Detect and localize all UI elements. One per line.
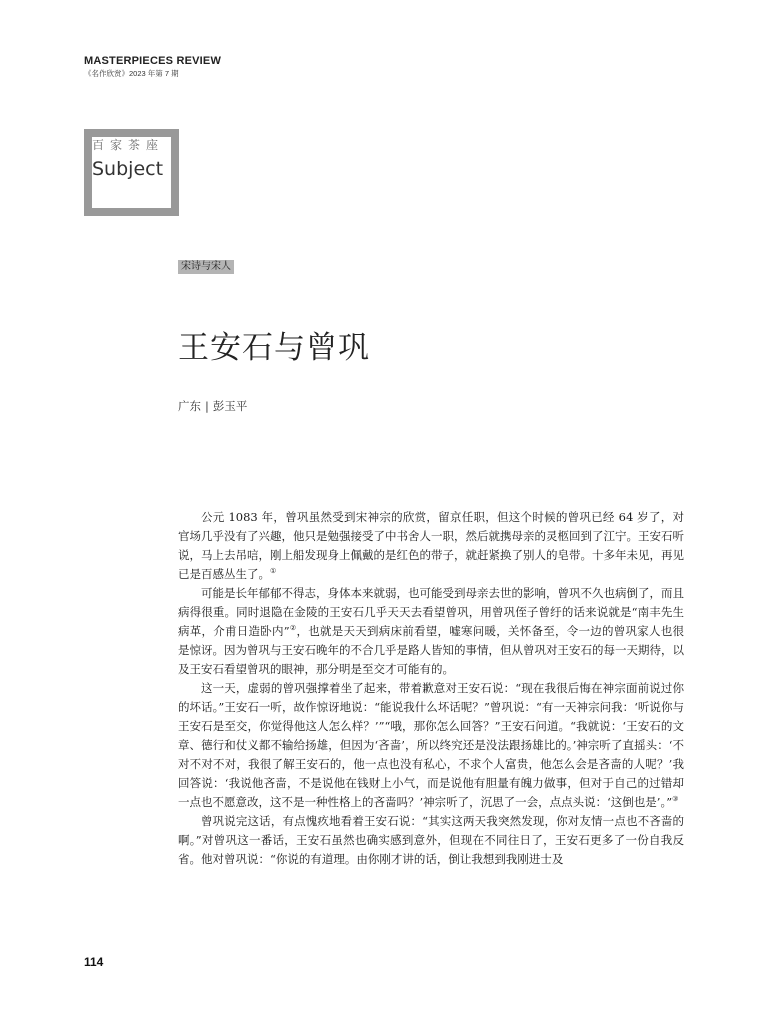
category-tag: 宋诗与宋人 <box>178 260 234 274</box>
paragraph-1 <box>178 508 684 584</box>
footnote-marker: ① <box>270 567 277 576</box>
journal-name: MASTERPIECES REVIEW <box>84 55 222 67</box>
paragraph-text: 曾巩说完这话，有点愧疚地看着王安石说：“其实这两天我突然发现，你对友情一点也不吝啬的啊。”对曾巩这一番话，王安石虽然也确实感到意外，但现在不同往日了，王安石更多了一份自我反省。他对曾巩说：“你说的有道理。由你刚才讲的话，倒让我想到我刚进士及 <box>178 814 684 866</box>
paragraph-3 <box>178 679 684 812</box>
column-name-en: Subject <box>92 158 164 180</box>
byline <box>178 398 247 414</box>
author-name: 彭玉平 <box>212 399 248 413</box>
author-region: 广东 <box>178 399 201 413</box>
article-body <box>178 508 684 869</box>
footnote-marker: ③ <box>672 795 679 804</box>
byline-separator: | <box>205 399 209 413</box>
journal-issue: 《名作欣赏》2023 年第 7 期 <box>84 69 179 78</box>
journal-header <box>84 55 221 79</box>
paragraph-4 <box>178 812 684 869</box>
article-title: 王安石与曾巩 <box>178 330 370 366</box>
paragraph-2 <box>178 584 684 679</box>
paragraph-text: 公元 1083 年，曾巩虽然受到宋神宗的欣赏，留京任职，但这个时候的曾巩已经 64 岁了，对官场几乎没有了兴趣，他只是勉强接受了中书舍人一职，然后就携母亲的灵柩回到了江宁。王安石听说，马上去吊唁，刚上船发现身上佩戴的是红色的带子，就赶紧换了别人的皂带。十多年未见，再见已是百感丛生了。 <box>178 510 684 581</box>
column-name-cn: 百家茶座 <box>92 138 165 152</box>
page-number: 114 <box>84 955 104 969</box>
paragraph-text: 这一天，虚弱的曾巩强撑着坐了起来，带着歉意对王安石说：“现在我很后悔在神宗面前说过你的坏话。”王安石一听，故作惊讶地说：“能说我什么坏话呢？”曾巩说：“有一天神宗问我：‘听说你与王安石是至交，你觉得他这人怎么样？’”“哦，那你怎么回答？”王安石问道。“我就说：‘王安石的文章、德行和仗义都不输给扬雄，但因为‘吝啬’，所以终究还是没法跟扬雄比的。’神宗听了直摇头：‘不对不对不对，我很了解王安石的，他一点也没有私心，不求个人富贵，他怎么会是吝啬的人呢？’我回答说：‘我说他吝啬，不是说他在钱财上小气，而是说他有胆量有魄力做事，但对于自己的过错却一点也不愿意改，这不是一种性格上的吝啬吗？’神宗听了，沉思了一会，点点头说：‘这倒也是’。” <box>178 681 684 809</box>
footnote-marker: ② <box>289 624 297 633</box>
paragraph-text-continued: ，也就是天天到病床前看望，嘘寒问暖，关怀备至，令一边的曾巩家人也很是惊讶。因为曾巩与王安石晚年的不合几乎是路人皆知的事情，但从曾巩对王安石的每一天期待，以及王安石看望曾巩的眼神，那分明是至交才可能有的。 <box>178 624 684 676</box>
paragraph-text: 可能是长年郁郁不得志，身体本来就弱，也可能受到母亲去世的影响，曾巩不久也病倒了，而且病得很重。同时退隐在金陵的王安石几乎天天去看望曾巩，用曾巩侄子曾纡的话来说就是“南丰先生病革，介甫日造卧内” <box>178 586 684 638</box>
